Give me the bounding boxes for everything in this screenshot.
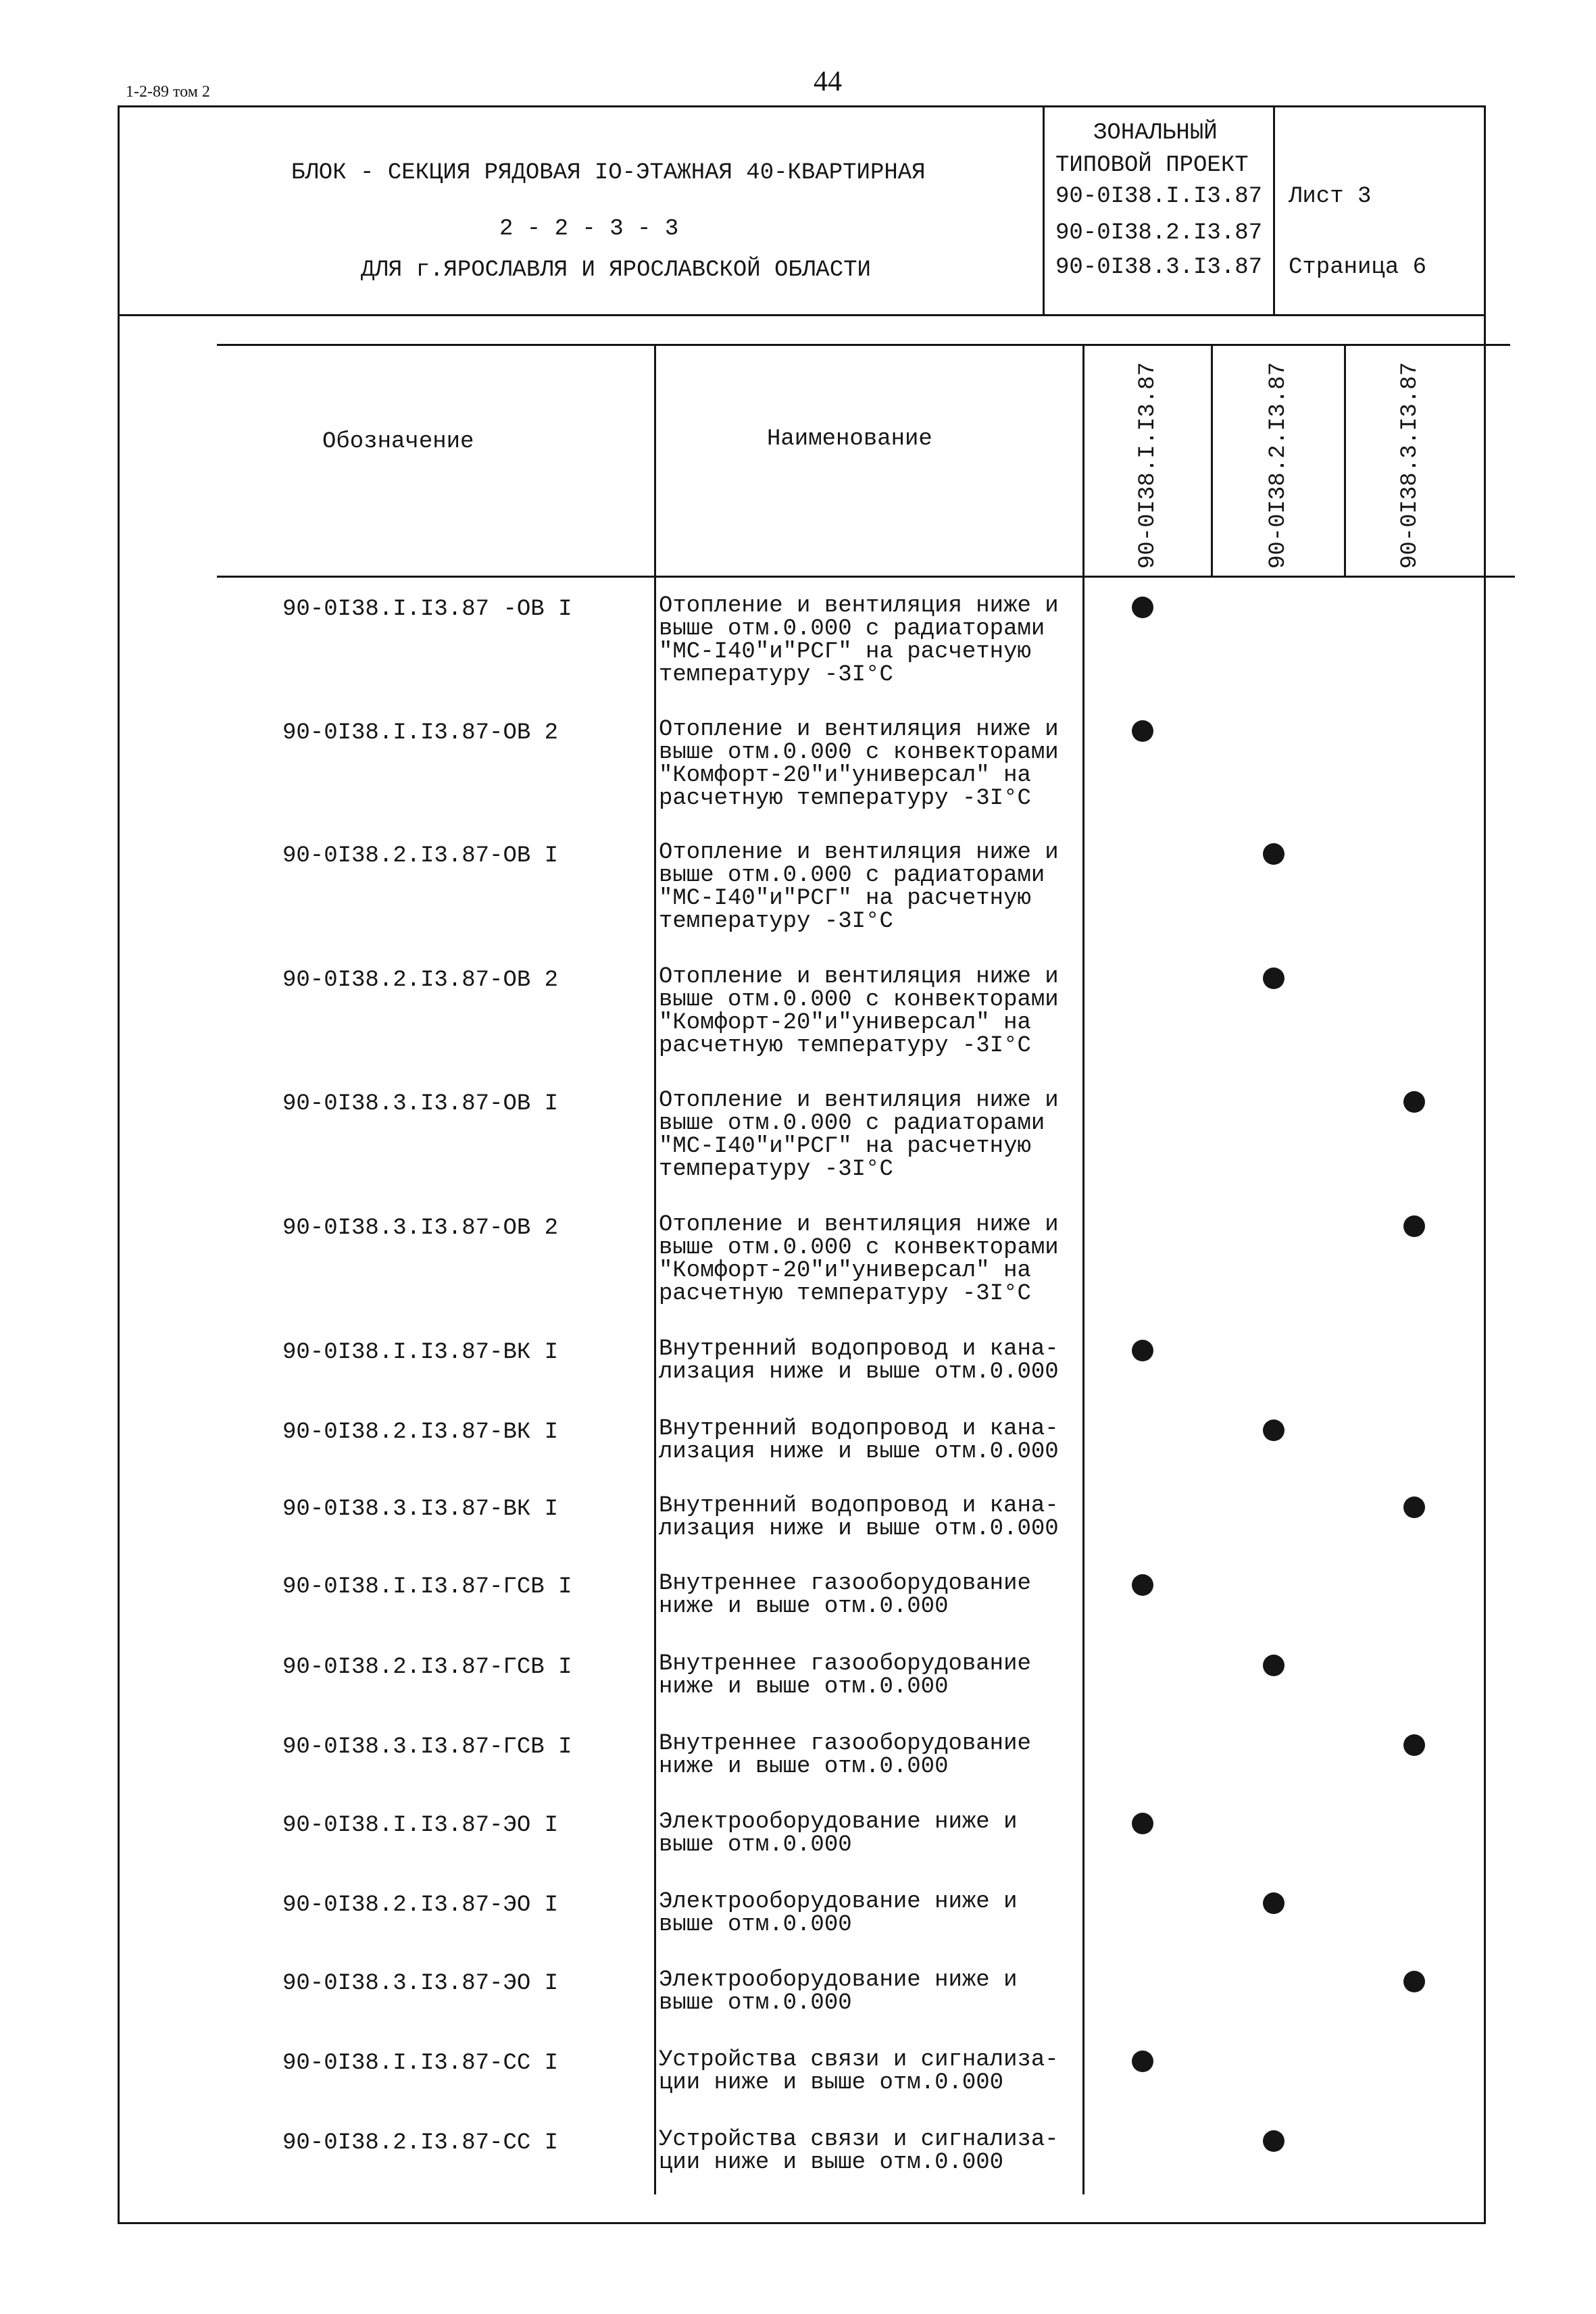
name-line: выше отм.0.000	[659, 1912, 852, 1938]
applicability-dot	[1132, 597, 1153, 618]
designation-cell: 90-0I38.3.I3.87-ОВ 2	[282, 1215, 559, 1241]
name-cell	[659, 1213, 1059, 1305]
name-line: Устройства связи и сигнализа-	[659, 2047, 1059, 2073]
applicability-dot	[1132, 1813, 1153, 1834]
designation-cell: 90-0I38.I.I3.87-ЭО I	[282, 1813, 559, 1838]
name-line: выше отм.0.000	[659, 1832, 852, 1858]
project-column-header: 90-0I38.2.I3.87	[1266, 361, 1291, 569]
project-type-label: ТИПОВОЙ ПРОЕКТ	[1055, 153, 1249, 178]
name-cell	[659, 2128, 1059, 2174]
series-code: 2 - 2 - 3 - 3	[499, 216, 679, 242]
name-line: расчетную температуру -3I°С	[659, 786, 1031, 811]
designation-cell: 90-0I38.3.I3.87-ЭО I	[282, 1971, 559, 1996]
name-line: "Комфорт-20"и"универсал" на	[659, 1258, 1031, 1284]
name-cell	[659, 1089, 1059, 1181]
project-code: 90-0I38.I.I3.87	[1055, 184, 1263, 209]
applicability-dot	[1263, 1419, 1285, 1441]
designation-cell: 90-0I38.2.I3.87-ОВ 2	[282, 967, 559, 993]
designation-cell: 90-0I38.I.I3.87 -ОВ I	[282, 597, 572, 622]
name-line: Внутреннее газооборудование	[659, 1731, 1031, 1757]
name-line: Внутренний водопровод и кана-	[659, 1336, 1059, 1362]
name-line: Отопление и вентиляция ниже и	[659, 1088, 1059, 1113]
name-line: "Комфорт-20"и"универсал" на	[659, 763, 1031, 788]
applicability-dot	[1132, 1340, 1153, 1361]
applicability-dot	[1132, 720, 1153, 742]
name-line: "Комфорт-20"и"универсал" на	[659, 1010, 1031, 1036]
designation-cell: 90-0I38.I.I3.87-ВК I	[282, 1340, 559, 1365]
designation-cell: 90-0I38.3.I3.87-ОВ I	[282, 1091, 559, 1117]
designation-cell: 90-0I38.2.I3.87-ЭО I	[282, 1892, 559, 1918]
name-line: Электрооборудование ниже и	[659, 1889, 1018, 1915]
sheet-page: Страница 6	[1289, 255, 1427, 280]
name-cell	[659, 1338, 1059, 1384]
designation-cell: 90-0I38.2.I3.87-ОВ I	[282, 843, 559, 869]
name-line: выше отм.0.000 с радиаторами	[659, 616, 1045, 642]
applicability-dot	[1132, 2051, 1153, 2072]
page-number: 44	[814, 66, 842, 97]
applicability-dot	[1263, 843, 1285, 865]
designation-cell: 90-0I38.I.I3.87-СС I	[282, 2051, 559, 2076]
designation-cell: 90-0I38.2.I3.87-ГСВ I	[282, 1655, 572, 1680]
name-cell	[659, 718, 1059, 810]
region-line: ДЛЯ г.ЯРОСЛАВЛЯ И ЯРОСЛАВСКОЙ ОБЛАСТИ	[361, 257, 871, 283]
name-line: Внутреннее газооборудование	[659, 1651, 1031, 1677]
name-line: выше отм.0.000 с конвекторами	[659, 987, 1059, 1013]
name-line: выше отм.0.000 с радиаторами	[659, 863, 1045, 888]
designation-cell: 90-0I38.I.I3.87-ОВ 2	[282, 720, 559, 746]
name-cell	[659, 1732, 1031, 1778]
name-cell	[659, 965, 1059, 1057]
name-line: температуру -3I°С	[659, 1157, 893, 1182]
applicability-dot	[1403, 1734, 1425, 1756]
name-line: Отопление и вентиляция ниже и	[659, 964, 1059, 990]
name-cell	[659, 1572, 1031, 1618]
name-line: Внутренний водопровод и кана-	[659, 1493, 1059, 1519]
project-type-label: ЗОНАЛЬНЫЙ	[1093, 120, 1218, 146]
name-line: Электрооборудование ниже и	[659, 1967, 1018, 1993]
name-line: выше отм.0.000 с конвекторами	[659, 1235, 1059, 1261]
name-cell	[659, 1494, 1059, 1540]
designation-cell: 90-0I38.3.I3.87-ВК I	[282, 1496, 559, 1522]
name-line: Отопление и вентиляция ниже и	[659, 1212, 1059, 1238]
name-cell	[659, 2048, 1059, 2094]
designation-column-header: Обозначение	[322, 429, 474, 455]
name-line: температуру -3I°С	[659, 662, 893, 688]
name-cell	[659, 1417, 1059, 1463]
document-title: БЛОК - СЕКЦИЯ РЯДОВАЯ IO-ЭТАЖНАЯ 40-КВАРТИРНАЯ	[291, 160, 926, 186]
name-column-header: Наименование	[767, 426, 932, 452]
designation-cell: 90-0I38.2.I3.87-СС I	[282, 2130, 559, 2156]
designation-cell: 90-0I38.3.I3.87-ГСВ I	[282, 1734, 572, 1760]
name-line: Отопление и вентиляция ниже и	[659, 717, 1059, 743]
name-cell	[659, 1969, 1018, 2015]
name-cell	[659, 595, 1059, 686]
name-line: Отопление и вентиляция ниже и	[659, 840, 1059, 865]
applicability-dot	[1263, 2130, 1285, 2152]
series-label: 1-2-89 том 2	[126, 83, 210, 101]
applicability-dot	[1132, 1574, 1153, 1596]
name-line: лизация ниже и выше отм.0.000	[659, 1439, 1059, 1465]
name-line: Электрооборудование ниже и	[659, 1809, 1018, 1835]
name-line: расчетную температуру -3I°С	[659, 1033, 1031, 1059]
name-line: "МС-I40"и"РСГ" на расчетную	[659, 886, 1031, 911]
designation-cell: 90-0I38.I.I3.87-ГСВ I	[282, 1574, 572, 1600]
name-line: выше отм.0.000 с конвекторами	[659, 740, 1059, 765]
name-line: Отопление и вентиляция ниже и	[659, 593, 1059, 619]
name-line: лизация ниже и выше отм.0.000	[659, 1516, 1059, 1542]
name-cell	[659, 1811, 1018, 1857]
name-cell	[659, 1653, 1031, 1699]
designation-cell: 90-0I38.2.I3.87-ВК I	[282, 1419, 559, 1445]
applicability-dot	[1263, 1655, 1285, 1676]
name-line: ниже и выше отм.0.000	[659, 1594, 949, 1619]
applicability-dot	[1403, 1496, 1425, 1518]
project-code: 90-0I38.2.I3.87	[1055, 220, 1263, 246]
applicability-dot	[1403, 1215, 1425, 1237]
name-line: ции ниже и выше отм.0.000	[659, 2150, 1004, 2175]
project-code: 90-0I38.3.I3.87	[1055, 255, 1263, 280]
applicability-dot	[1263, 967, 1285, 989]
name-line: расчетную температуру -3I°С	[659, 1281, 1031, 1307]
name-cell	[659, 841, 1059, 933]
name-line: Внутреннее газооборудование	[659, 1571, 1031, 1596]
applicability-dot	[1403, 1091, 1425, 1113]
name-line: ниже и выше отм.0.000	[659, 1674, 949, 1700]
name-line: ниже и выше отм.0.000	[659, 1754, 949, 1780]
applicability-dot	[1403, 1971, 1425, 1992]
name-line: Внутренний водопровод и кана-	[659, 1416, 1059, 1442]
name-line: ции ниже и выше отм.0.000	[659, 2070, 1004, 2096]
sheet-number: Лист 3	[1289, 184, 1372, 209]
name-line: "МС-I40"и"РСГ" на расчетную	[659, 1134, 1031, 1159]
project-column-header: 90-0I38.3.I3.87	[1397, 361, 1423, 569]
name-line: лизация ниже и выше отм.0.000	[659, 1359, 1059, 1385]
name-line: выше отм.0.000	[659, 1990, 852, 2016]
name-cell	[659, 1890, 1018, 1936]
name-line: "МС-I40"и"РСГ" на расчетную	[659, 639, 1031, 665]
name-line: Устройства связи и сигнализа-	[659, 2127, 1059, 2153]
applicability-dot	[1263, 1892, 1285, 1914]
project-column-header: 90-0I38.I.I3.87	[1135, 361, 1161, 569]
name-line: выше отм.0.000 с радиаторами	[659, 1111, 1045, 1136]
name-line: температуру -3I°С	[659, 909, 893, 934]
